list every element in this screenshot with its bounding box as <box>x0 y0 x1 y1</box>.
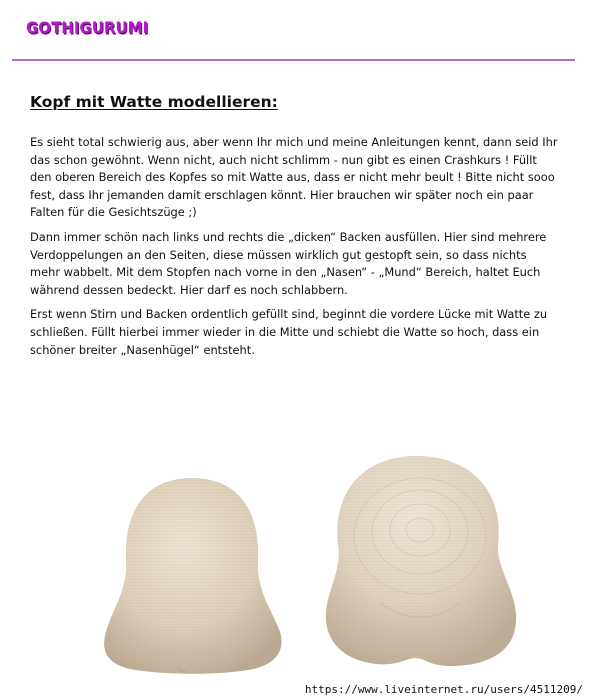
paragraph-2: Dann immer schön nach links und rechts die „dicken“ Backen ausfüllen. Hier sind mehrere Verdoppelungen an den Seiten, diese müssen wirklich gut gestopft sein, so dass nichts mehr wabbelt. Mit dem Stopfen nach vorne in den „Nasen“ - „Mund“ Bereich, haltet Euch während dessen bedeckt. Hier darf es noch schlabbern. <box>30 229 547 297</box>
logo-text: GOTHIGURUMI <box>26 18 149 38</box>
header-divider <box>12 59 575 61</box>
paragraph-1: Es sieht total schwierig aus, aber wenn Ihr mich und meine Anleitungen kennt, dann seid Ihr das schon gewöhnt. Wenn nicht, auch nicht schlimm - nun gibt es einen Crashkurs ! Füllt den oberen Bereich des Kopfes so mit Watte aus, dass er nicht mehr beult ! Bitte nicht sooo fest, dass Ihr jemanden damit erschlagen könnt. Hier brauchen wir später noch ein paar Falten für die Gesichtszüge ;) <box>30 135 558 220</box>
page-title: Kopf mit Watte modellieren: <box>30 93 278 111</box>
crochet-head-side-photo <box>98 470 286 680</box>
source-watermark: https://www.liveinternet.ru/users/4511209/ <box>304 683 583 696</box>
body-text <box>30 134 558 366</box>
crochet-head-top-photo <box>320 452 520 670</box>
paragraph-3: Erst wenn Stirn und Backen ordentlich gefüllt sind, beginnt die vordere Lücke mit Watte zu schließen. Füllt hierbei immer wieder in die Mitte und schiebt die Watte so hoch, dass ein schöner breiter „Nasenhügel“ entsteht. <box>30 307 548 357</box>
site-logo <box>26 19 148 38</box>
